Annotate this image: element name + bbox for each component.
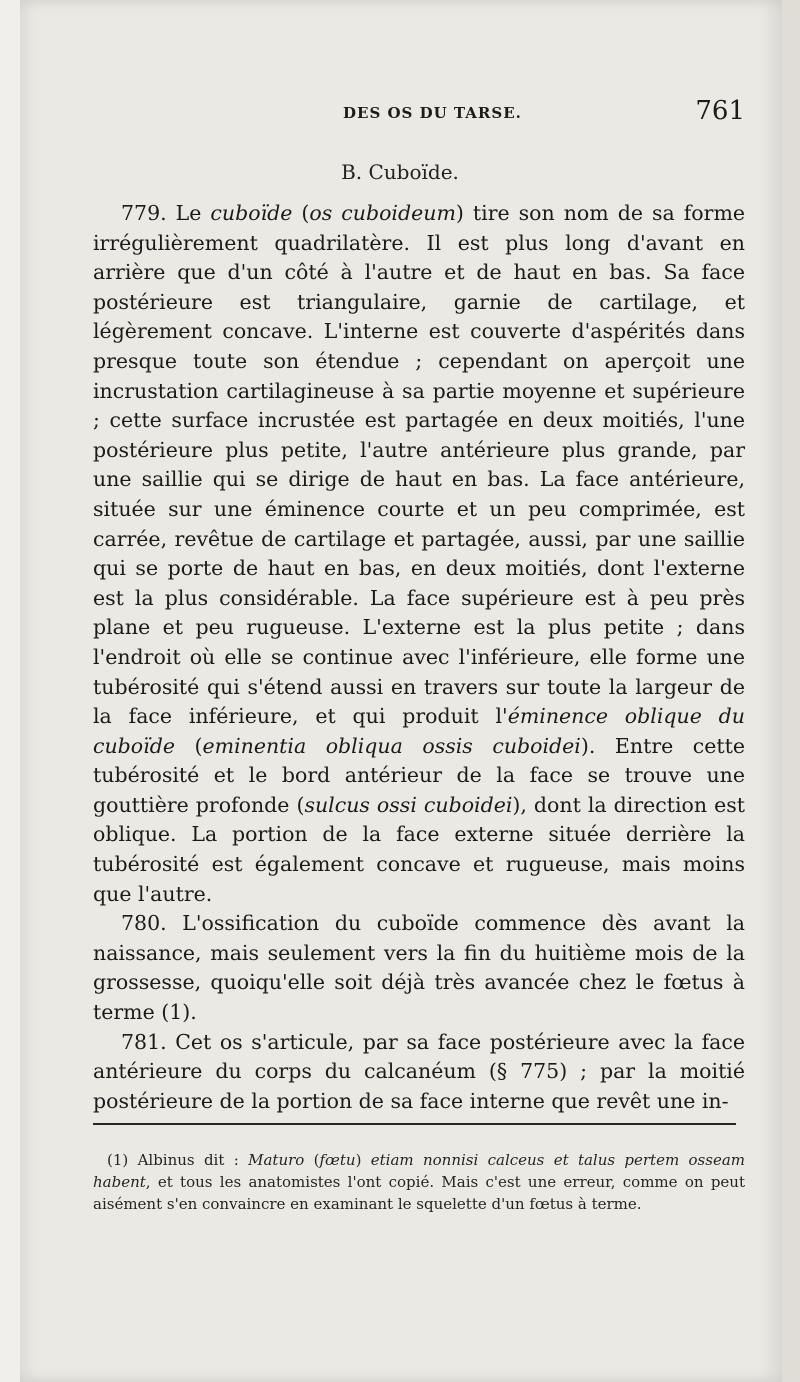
page-number: 761 bbox=[695, 96, 745, 126]
body-text bbox=[93, 199, 745, 1116]
page-margin-left bbox=[0, 0, 20, 1382]
text-run: ) bbox=[355, 1151, 371, 1169]
text-run: ), dont la direction est oblique. La portion de la face externe située derrière la tubérosité est également concave et rugueuse, mais moins que l'autre. bbox=[93, 792, 745, 906]
text-run: (1) Albinus dit : bbox=[107, 1151, 249, 1169]
italic-term: Maturo bbox=[248, 1151, 305, 1169]
paragraph-779 bbox=[93, 199, 745, 909]
text-run: , et tous les anatomistes l'ont copié. Mais c'est une erreur, comme on peut aisément s'en convaincre en examinant le squelette d'un fœtus à terme. bbox=[93, 1173, 745, 1213]
footnote bbox=[93, 1149, 745, 1215]
page-header bbox=[93, 96, 745, 130]
text-run: ( bbox=[174, 733, 203, 758]
italic-term: cuboïde bbox=[210, 201, 293, 225]
text-run: ( bbox=[304, 1151, 320, 1169]
paragraph-number: 780. bbox=[121, 911, 167, 936]
italic-term: etiam nonnisi calceus et talus pertem osseam habent bbox=[93, 1151, 745, 1191]
running-head: DES OS DU TARSE. bbox=[343, 104, 522, 122]
text-run: ). Entre cette tubérosité et le bord antérieur de la face se trouve une gouttière profonde ( bbox=[93, 733, 746, 817]
italic-term: eminentia obliqua ossis cuboidei bbox=[202, 733, 581, 758]
footnote-paragraph bbox=[93, 1149, 745, 1215]
section-title: B. Cuboïde. bbox=[341, 160, 459, 184]
footnote-rule bbox=[93, 1123, 736, 1125]
text-run: L'ossification du cuboïde commence dès avant la naissance, mais seulement vers la fin du huitième mois de la grossesse, quoiqu'elle soit déjà très avancée chez le fœtus à terme (1). bbox=[93, 911, 745, 1025]
italic-term: fœtu bbox=[319, 1151, 356, 1169]
text-run: Le bbox=[166, 201, 211, 225]
italic-term: éminence oblique du cuboïde bbox=[93, 704, 746, 758]
text-run: Cet os s'articule, par sa face postérieure avec la face antérieure du corps du calcanéum (§ 775) ; par la moitié postérieure de la portion de sa face interne que revêt une in- bbox=[93, 1029, 745, 1113]
italic-term: os cuboideum bbox=[309, 201, 456, 225]
italic-term: sulcus ossi cuboidei bbox=[304, 792, 513, 817]
paragraph-781 bbox=[93, 1028, 745, 1117]
page-margin-right bbox=[782, 0, 800, 1382]
text-run: ) tire son nom de sa forme irrégulièrement quadrilatère. Il est plus long d'avant en arrière que d'un côté à l'autre et de haut en bas. Sa face postérieure est triangulaire, garnie de cartilage, et légèrement concave. L'interne est couverte d'aspérités dans presque toute son étendue ; cependant on aperçoit une incrustation cartilagineuse à sa partie moyenne et supérieure ; cette surface incrustée est partagée en deux moitiés, l'une postérieure plus petite, l'autre antérieure plus grande, par une saillie qui se dirige de haut en bas. La face antérieure, située sur une éminence courte et un peu comprimée, est carrée, revêtue de cartilage et partagée, aussi, par une saillie qui se porte de haut en bas, en deux moitiés, dont l'externe est la plus considérable. La face supérieure est à peu près plane et peu rugueuse. L'externe est la plus petite ; dans l'endroit où elle se continue avec l'inférieure, elle forme une tubérosité qui s'étend aussi en travers sur toute la largeur de la face inférieure, et qui produit l' bbox=[93, 201, 746, 729]
text-run: ( bbox=[292, 201, 310, 225]
paragraph-780 bbox=[93, 909, 745, 1027]
paragraph-number: 779. bbox=[121, 201, 167, 225]
paragraph-number: 781. bbox=[121, 1029, 167, 1054]
